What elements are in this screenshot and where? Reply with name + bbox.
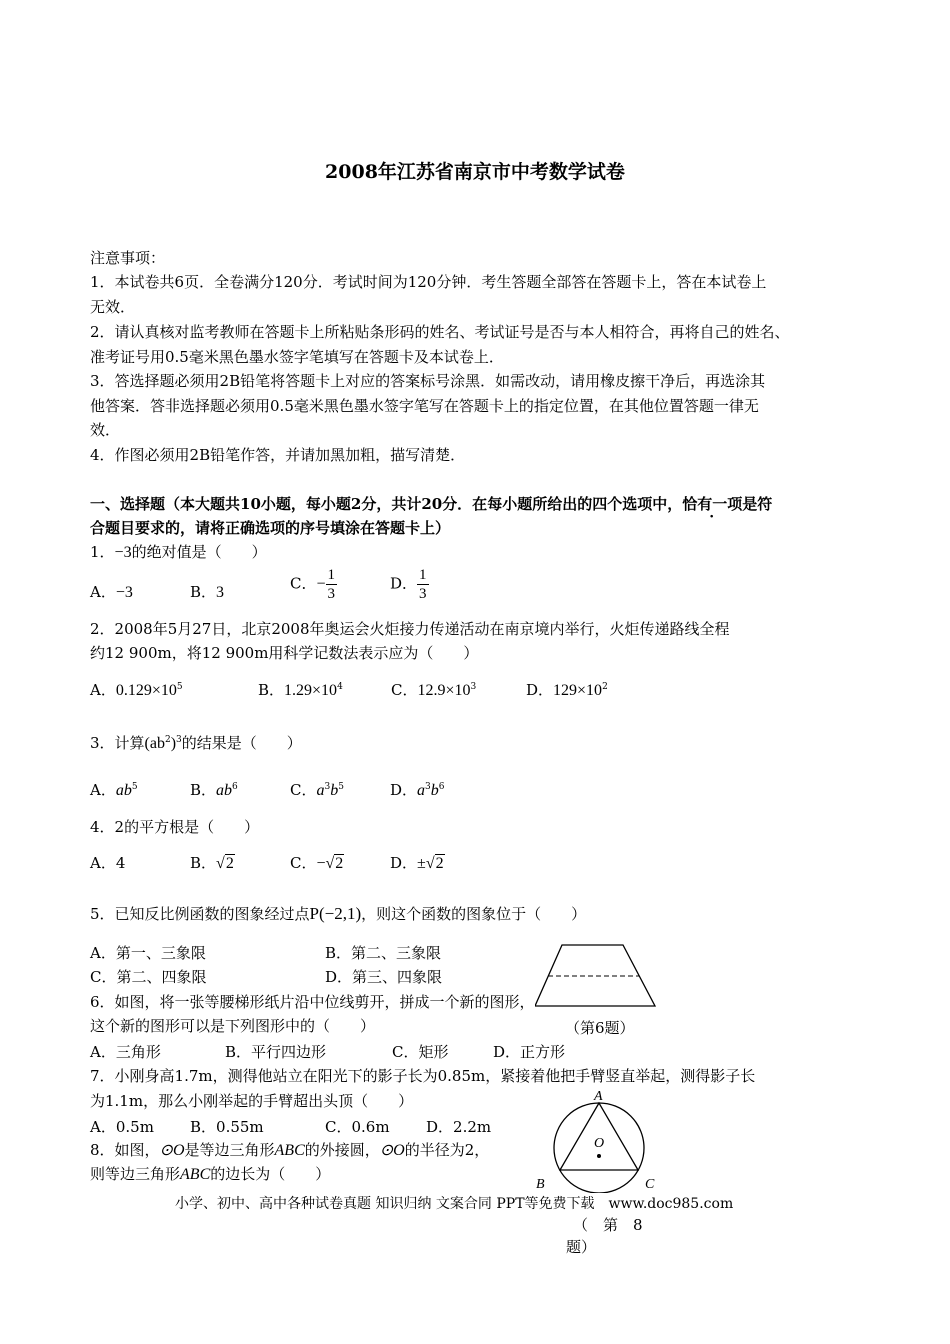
q3-exponent-1: 2 (164, 735, 171, 745)
q1-option-b-label: B． (190, 583, 217, 601)
question-3-stem (90, 728, 302, 756)
q1-option-d (390, 566, 429, 603)
section-1-emphasis: 恰有一项 (682, 495, 743, 513)
q8-abc-1: ABC (274, 1142, 305, 1159)
q3-option-b-label: B． (190, 781, 217, 799)
q8-text-3: 的外接圆， (304, 1141, 380, 1159)
q3-paren: ) (170, 735, 177, 752)
q3-option-c-exp-a: 3 (324, 782, 331, 792)
q8-text-2: 是等边三角形 (184, 1141, 275, 1159)
q2-option-a-label: A． (90, 681, 116, 699)
q1-option-c-denominator: 3 (327, 586, 336, 602)
q3-option-d (390, 779, 445, 800)
question-4-stem: 4．2的平方根是（ ） (90, 818, 260, 836)
q7-option-d: D．2.2m (426, 1118, 492, 1136)
vertex-label-c: C (645, 1177, 655, 1192)
q5-option-c: C．第二、四象限 (90, 968, 207, 986)
q7-option-a: A．0.5m (90, 1118, 154, 1136)
q3-option-a-exponent: 5 (131, 782, 138, 792)
note-1-line-1: 1．本试卷共6页．全卷满分120分．考试时间为120分钟．考生答题全部答在答题卡上，答在本试卷上 (90, 273, 767, 291)
q5-option-a: A．第一、三象限 (90, 944, 206, 962)
q2-option-b-exponent: 4 (337, 682, 343, 692)
q2-option-d (526, 679, 608, 700)
q8-text-6: 的边长为（ ） (210, 1165, 331, 1183)
note-3-line-2: 他答案．答非选择题必须用0.5毫米黑色墨水签字笔写在答题卡上的指定位置，在其他位置答题一律无 (90, 397, 759, 415)
q1-option-c-sign: − (316, 575, 326, 593)
trapezoid-figure (530, 940, 660, 1020)
vertex-label-a: A (594, 1089, 603, 1104)
section-1-heading-pre: 一、选择题（本大题共10小题，每小题2分，共计20分．在每小题所给出的四个选项中， (90, 495, 683, 513)
q1-option-c-numerator: 1 (327, 567, 336, 583)
q3-option-c-a: a (316, 782, 325, 799)
q8-text-5: 则等边三角形 (90, 1165, 181, 1183)
q2-option-b-label: B． (258, 681, 285, 699)
q3-text-post: 的结果是（ ） (181, 734, 302, 752)
q1-option-a-value: −3 (115, 584, 133, 601)
q2-option-d-base: 129×10 (553, 682, 603, 699)
q3-option-d-label: D． (390, 781, 418, 799)
q3-option-a (90, 779, 138, 800)
q3-option-a-value: ab (115, 782, 132, 799)
q3-option-b-value: ab (216, 782, 233, 799)
center-point (597, 1154, 601, 1158)
q1-option-d-denominator: 3 (419, 586, 427, 602)
q3-option-d-exp-a: 3 (425, 782, 431, 792)
q1-math: −3 (114, 544, 132, 561)
q3-option-d-a: a (417, 782, 426, 799)
question-8-line-1 (90, 1138, 489, 1163)
q2-option-c (391, 679, 476, 700)
q2-option-c-label: C． (391, 681, 418, 699)
q7-option-c: C．0.6m (325, 1118, 390, 1136)
q1-option-c-fraction (326, 566, 338, 603)
question-7-line-2: 为1.1m，那么小刚举起的手臂超出头顶（ ） (90, 1092, 414, 1110)
section-1-heading-line-2: 合题目要求的，请将正确选项的序号填涂在答题卡上） (90, 519, 451, 537)
q3-option-c-label: C． (290, 781, 317, 799)
q3-option-b-exponent: 6 (232, 782, 238, 792)
q2-option-b (258, 679, 343, 700)
exam-title: 2008年江苏省南京市中考数学试卷 (325, 161, 625, 183)
q1-option-b-value: 3 (216, 584, 225, 601)
q1-option-d-fraction (417, 566, 429, 603)
q1-option-a-label: A． (90, 583, 116, 601)
note-2-line-2: 准考证号用0.5毫米黑色墨水签字笔填写在答题卡及本试卷上． (90, 348, 504, 366)
q8-text-4: 的半径为2， (404, 1141, 490, 1159)
q4-option-b (190, 852, 235, 873)
q5-text-pre: 5．已知反比例函数的图象经过点 (90, 905, 310, 923)
q6-option-c: C．矩形 (392, 1043, 449, 1061)
q5-option-b: B．第二、三象限 (325, 944, 442, 962)
vertex-label-b: B (536, 1177, 545, 1192)
q4-option-a: A．4 (90, 854, 126, 872)
q8-abc-2: ABC (180, 1166, 211, 1183)
section-1-heading-post: 是符 (742, 495, 773, 513)
circumcircle-figure (536, 1085, 660, 1195)
section-1-heading-line-1 (90, 492, 772, 517)
question-5-stem (90, 901, 586, 927)
note-2-line-1: 2．请认真核对监考教师在答题卡上所粘贴条形码的姓名、考试证号是否与本人相符合，再将自己的姓名、 (90, 323, 790, 341)
question-7-line-1: 7．小刚身高1.7m，测得他站立在阳光下的影子长为0.85m，紧接着他把手臂竖直举起，测得影子长 (90, 1067, 756, 1085)
figure-6-caption: （第6题） (565, 1019, 635, 1037)
note-3-line-1: 3．答选择题必须用2B铅笔将答题卡上对应的答案标号涂黑．如需改动，请用橡皮擦干净后，再选涂其 (90, 372, 766, 390)
footer-text: 小学、初中、高中各种试卷真题 知识归纳 文案合同 PPT等免费下载 www.doc985.com (175, 1193, 733, 1213)
q2-option-d-label: D． (526, 681, 554, 699)
q6-option-a: A．三角形 (90, 1043, 161, 1061)
q2-option-a-exponent: 5 (176, 682, 183, 692)
q3-text-pre: 3．计算 (90, 734, 145, 752)
q1-option-d-numerator: 1 (419, 567, 427, 583)
notes-heading: 注意事项： (90, 249, 166, 267)
q3-option-c-exp-b: 5 (338, 782, 344, 792)
note-4: 4．作图必须用2B铅笔作答，并请加黑加粗，描写清楚． (90, 446, 466, 464)
q3-option-d-exp-b: 6 (438, 782, 445, 792)
q2-option-c-base: 12.9×10 (417, 682, 471, 699)
q8-circle-o-1: ⊙O (159, 1142, 185, 1159)
q2-option-c-exponent: 3 (470, 682, 477, 692)
q8-text-1: 8．如图， (90, 1141, 160, 1159)
q4-option-d-label: D． (390, 854, 418, 872)
q4-option-c (290, 852, 344, 873)
sqrt-icon: √ (425, 855, 435, 872)
q2-option-a (90, 679, 183, 700)
q1-option-d-label: D． (390, 574, 418, 593)
q5-option-d: D．第三、四象限 (325, 968, 443, 986)
q1-option-a (90, 581, 133, 602)
q3-math: (ab (144, 735, 165, 752)
q3-option-d-b: b (430, 782, 439, 799)
q4-option-d-radicand: 2 (435, 855, 444, 872)
q1-number: 1． (90, 543, 115, 561)
q6-option-b: B．平行四边形 (225, 1043, 327, 1061)
q4-option-d (390, 852, 445, 873)
question-1-stem (90, 540, 267, 565)
q3-exponent-2: 3 (176, 735, 182, 745)
q1-option-b (190, 581, 224, 602)
q8-circle-o-2: ⊙O (379, 1142, 405, 1159)
q3-option-c (290, 779, 344, 800)
q3-option-b (190, 779, 238, 800)
q2-option-b-base: 1.29×10 (284, 682, 338, 699)
q2-option-a-base: 0.129×10 (115, 682, 177, 699)
q7-option-b: B．0.55m (190, 1118, 264, 1136)
question-6-line-2: 这个新的图形可以是下列图形中的（ ） (90, 1017, 376, 1035)
question-6-line-1: 6．如图，将一张等腰梯形纸片沿中位线剪开，拼成一个新的图形， (90, 990, 535, 1015)
q4-option-b-label: B． (190, 854, 217, 872)
figure-8-caption-line-1: （ 第 8 (573, 1216, 643, 1234)
q2-option-d-exponent: 2 (602, 682, 608, 692)
sqrt-icon: √ (216, 855, 225, 872)
q1-text: 的绝对值是（ ） (131, 543, 267, 561)
q4-option-d-sign: ± (417, 855, 426, 872)
figure-8-caption-line-2: 题） (566, 1238, 597, 1256)
q1-option-c-label: C． (290, 574, 317, 593)
note-3-line-3: 效． (90, 421, 121, 439)
center-label-o: O (594, 1136, 605, 1151)
q5-text-post: ，则这个函数的图象位于（ ） (361, 905, 587, 923)
q5-point: P(−2,1) (309, 904, 362, 923)
q4-option-c-label: C． (290, 854, 317, 872)
question-8-line-2 (90, 1162, 330, 1187)
q4-option-c-radicand: 2 (335, 855, 344, 872)
note-1-line-2: 无效． (90, 298, 136, 316)
q4-option-b-radicand: 2 (225, 855, 234, 872)
q3-option-c-b: b (330, 782, 339, 799)
sqrt-icon: √ (325, 855, 335, 872)
question-2-line-1: 2．2008年5月27日，北京2008年奥运会火炬接力传递活动在南京境内举行，火炬传递路线全程 (90, 620, 730, 638)
q4-option-c-sign: − (316, 855, 326, 872)
q3-option-a-label: A． (90, 781, 116, 799)
question-2-line-2: 约12 900m，将12 900m用科学记数法表示应为（ ） (90, 644, 479, 662)
q1-option-c (290, 566, 337, 603)
q6-option-d: D．正方形 (493, 1043, 566, 1061)
